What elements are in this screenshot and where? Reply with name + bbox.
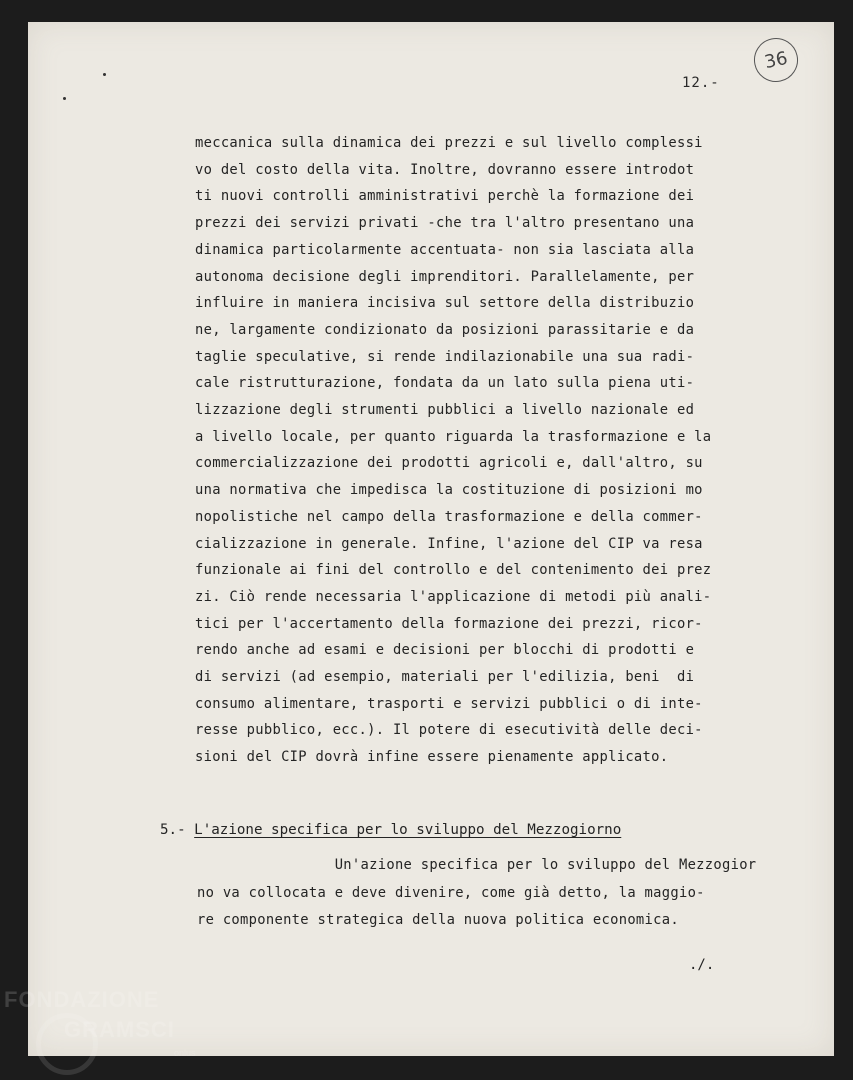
body-line: a livello locale, per quanto riguarda la trasformazione e la bbox=[195, 428, 712, 445]
body-line: zi. Ciò rende necessaria l'applicazione di metodi più anali- bbox=[195, 588, 712, 605]
body-line: autonoma decisione degli imprenditori. Parallelamente, per bbox=[195, 268, 695, 285]
body-line: vo del costo della vita. Inoltre, dovranno essere introdot bbox=[195, 161, 695, 178]
body-line: cale ristrutturazione, fondata da un lato sulla piena uti- bbox=[195, 375, 695, 392]
paper-speck bbox=[63, 97, 66, 100]
body-line: funzionale ai fini del controllo e del contenimento dei prez bbox=[195, 562, 712, 579]
body-line: una normativa che impedisca la costituzione di posizioni mo bbox=[195, 482, 703, 499]
watermark-line-3: onlus bbox=[174, 1048, 196, 1058]
body-line: di servizi (ad esempio, materiali per l'edilizia, beni di bbox=[195, 669, 695, 685]
body-line: commercializzazione dei prodotti agricoli e, dall'altro, su bbox=[195, 455, 703, 472]
body-line: tici per l'accertamento della formazione dei prezzi, ricor- bbox=[195, 615, 703, 632]
body-line: dinamica particolarmente accentuata- non sia lasciata alla bbox=[195, 241, 695, 258]
section-title: L'azione specifica per lo sviluppo del Mezzogiorno bbox=[194, 822, 622, 838]
body-line: lizzazione degli strumenti pubblici a livello nazionale ed bbox=[195, 402, 695, 418]
section-line: no va collocata e deve divenire, come già detto, la maggio- bbox=[197, 884, 705, 901]
continuation-mark: ./. bbox=[689, 957, 715, 973]
body-line: ti nuovi controlli amministrativi perchè la formazione dei bbox=[195, 188, 695, 205]
body-line: sioni del CIP dovrà infine essere pienamente applicato. bbox=[195, 749, 669, 766]
body-line: taglie speculative, si rende indilazionabile una sua radi- bbox=[195, 348, 695, 365]
body-line: nopolistiche nel campo della trasformazione e della commer- bbox=[195, 508, 703, 525]
section-number: 5.- bbox=[160, 822, 186, 838]
fondazione-gramsci-watermark bbox=[4, 987, 214, 1077]
body-line: rendo anche ad esami e decisioni per blocchi di prodotti e bbox=[195, 642, 695, 659]
body-line: meccanica sulla dinamica dei prezzi e sul livello complessi bbox=[195, 135, 703, 151]
body-line: cializzazione in generale. Infine, l'azione del CIP va resa bbox=[195, 535, 703, 552]
body-line: resse pubblico, ecc.). Il potere di esecutività delle deci- bbox=[195, 722, 703, 739]
section-line: re componente strategica della nuova politica economica. bbox=[197, 912, 679, 928]
body-line: influire in maniera incisiva sul settore della distribuzio bbox=[195, 295, 695, 312]
paper-speck bbox=[103, 73, 106, 76]
section-heading bbox=[160, 822, 621, 838]
body-line: consumo alimentare, trasporti e servizi pubblici o di inte- bbox=[195, 695, 703, 712]
watermark-line-2: GRAMSCI bbox=[64, 1017, 175, 1042]
page-number: 12.- bbox=[682, 75, 720, 91]
watermark-line-1: FONDAZIONE bbox=[4, 987, 160, 1012]
body-line: ne, largamente condizionato da posizioni parassitarie e da bbox=[195, 321, 695, 338]
body-line: prezzi dei servizi privati -che tra l'altro presentano una bbox=[195, 215, 695, 232]
section-line: Un'azione specifica per lo sviluppo del Mezzogior bbox=[197, 857, 757, 873]
archive-number-stamp: 36 bbox=[750, 34, 802, 86]
